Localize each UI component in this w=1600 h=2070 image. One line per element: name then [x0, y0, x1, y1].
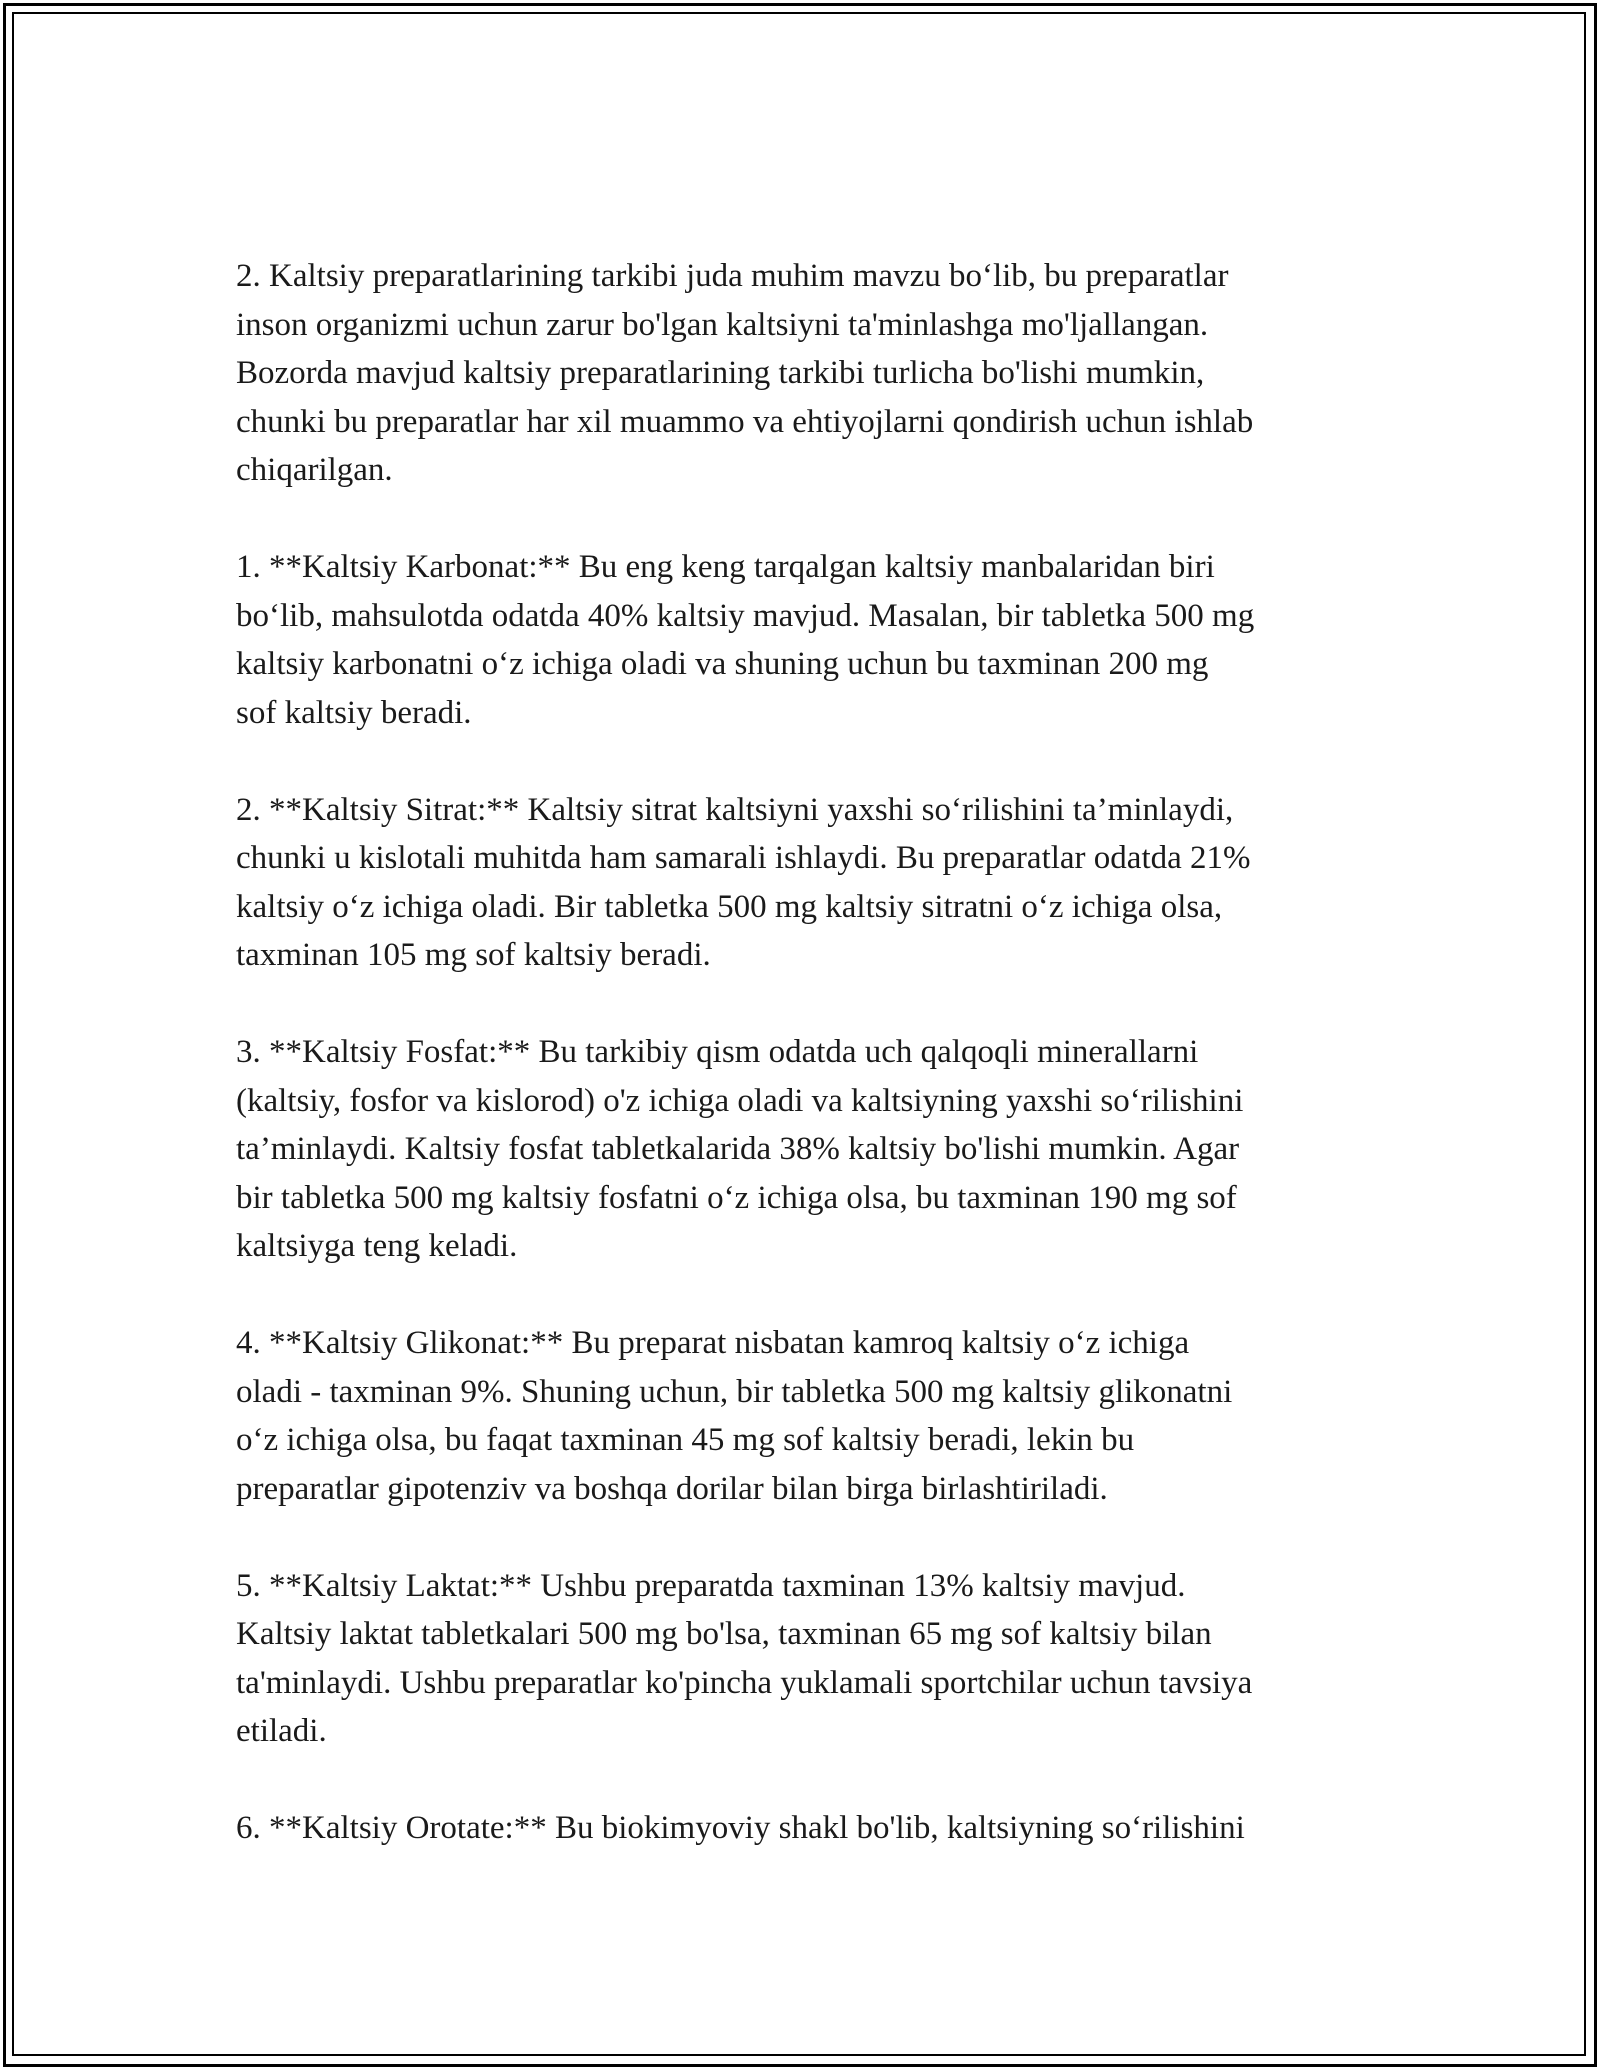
- paragraph-kaltsiy-sitrat: 2. **Kaltsiy Sitrat:** Kaltsiy sitrat kaltsiyni yaxshi so‘rilishini ta’minlaydi, chunki u kislotali muhitda ham samarali ishlaydi. Bu preparatlar odatda 21% kaltsiy o‘z ichiga oladi. Bir tabletka 500 mg kaltsiy sitratni o‘z ichiga olsa, taxminan 105 mg sof kaltsiy beradi.: [236, 791, 1251, 973]
- paragraph-intro: 2. Kaltsiy preparatlarining tarkibi juda muhim mavzu bo‘lib, bu preparatlar inson organizmi uchun zarur bo'lgan kaltsiyni ta'minlashga mo'ljallangan. Bozorda mavjud kaltsiy preparatlarining tarkibi turlicha bo'lishi mumkin, chunki bu preparatlar har xil muammo va ehtiyojlarni qondirish uchun ishlab chiqarilgan.: [236, 258, 1254, 488]
- paragraph-kaltsiy-orotate: 6. **Kaltsiy Orotate:** Bu biokimyoviy shakl bo'lib, kaltsiyning so‘rilishini: [236, 1810, 1245, 1846]
- paragraph-kaltsiy-karbonat: 1. **Kaltsiy Karbonat:** Bu eng keng tarqalgan kaltsiy manbalaridan biri bo‘lib, mahsulotda odatda 40% kaltsiy mavjud. Masalan, bir tabletka 500 mg kaltsiy karbonatni o‘z ichiga oladi va shuning uchun bu taxminan 200 mg sof kaltsiy beradi.: [236, 549, 1255, 731]
- paragraph-kaltsiy-fosfat: 3. **Kaltsiy Fosfat:** Bu tarkibiy qism odatda uch qalqoqli minerallarni (kaltsiy, fosfor va kislorod) o'z ichiga oladi va kaltsiyning yaxshi so‘rilishini ta’minlaydi. Kaltsiy fosfat tabletkalarida 38% kaltsiy bo'lishi mumkin. Agar bir tabletka 500 mg kaltsiy fosfatni o‘z ichiga olsa, bu taxminan 190 mg sof kaltsiyga teng keladi.: [236, 1034, 1244, 1264]
- paragraph-kaltsiy-laktat: 5. **Kaltsiy Laktat:** Ushbu preparatda taxminan 13% kaltsiy mavjud. Kaltsiy laktat tabletkalari 500 mg bo'lsa, taxminan 65 mg sof kaltsiy bilan ta'minlaydi. Ushbu preparatlar ko'pincha yuklamali sportchilar uchun tavsiya etiladi.: [236, 1567, 1253, 1749]
- paragraph-kaltsiy-glikonat: 4. **Kaltsiy Glikonat:** Bu preparat nisbatan kamroq kaltsiy o‘z ichiga oladi - taxminan 9%. Shuning uchun, bir tabletka 500 mg kaltsiy glikonatni o‘z ichiga olsa, bu faqat taxminan 45 mg sof kaltsiy beradi, lekin bu preparatlar gipotenziv va boshqa dorilar bilan birga birlashtiriladi.: [236, 1325, 1233, 1507]
- document-body: [236, 252, 1386, 1901]
